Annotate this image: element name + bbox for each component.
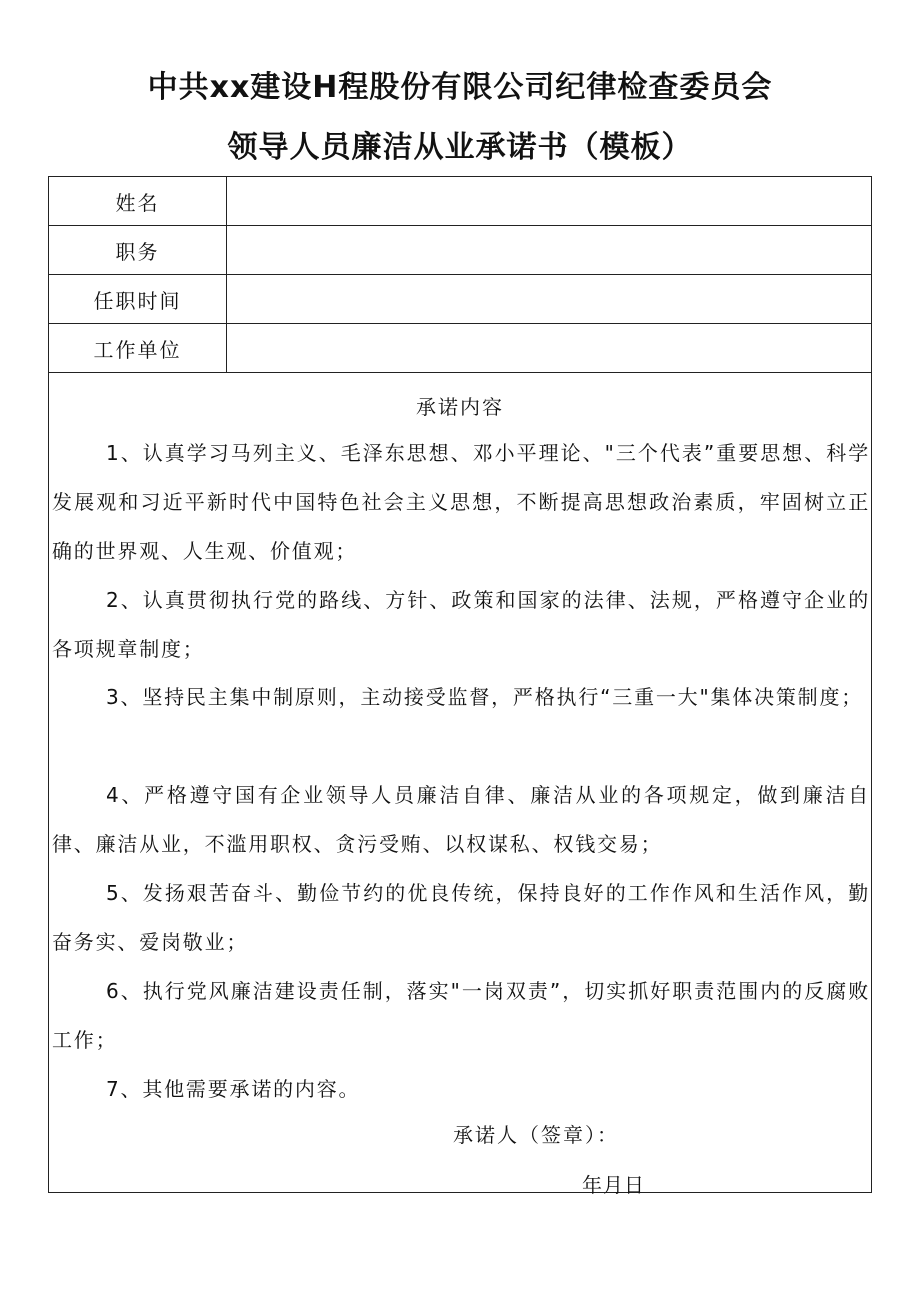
pledge-item: 2、认真贯彻执行党的路线、方针、政策和国家的法律、法规，严格遵守企业的各项规章制度； bbox=[52, 588, 870, 661]
workplace-label: 工作单位 bbox=[49, 324, 227, 372]
pledge-form-table bbox=[48, 176, 872, 1197]
pledge-item: 6、执行党风廉洁建设责任制，落实"一岗双责”，切实抓好职责范围内的反腐败工作； bbox=[52, 979, 870, 1052]
document-subtitle: 领导人员廉洁从业承诺书（模板） bbox=[227, 130, 693, 165]
form-row-workplace bbox=[49, 324, 871, 373]
pledge-item: 5、发扬艰苦奋斗、勤俭节约的优良传统，保持良好的工作作风和生活作风，勤奋务实、爱岗敬业； bbox=[52, 881, 870, 954]
document-title: 中共xx建设H程股份有限公司纪律检查委员会 bbox=[147, 70, 773, 105]
form-row-position bbox=[49, 226, 871, 275]
pledge-item: 1、认真学习马列主义、毛泽东思想、邓小平理论、"三个代表”重要思想、科学发展观和习近平新时代中国特色社会主义思想，不断提高思想政治素质，牢固树立正确的世界观、人生观、价值观； bbox=[52, 441, 870, 563]
position-field[interactable] bbox=[227, 226, 871, 274]
content-heading: 承诺内容 bbox=[416, 395, 504, 419]
position-label: 职务 bbox=[49, 226, 227, 274]
name-label: 姓名 bbox=[49, 177, 227, 225]
pledge-content-area bbox=[49, 373, 871, 1197]
form-row-tenure bbox=[49, 275, 871, 324]
signature-date-label: 年月日 bbox=[582, 1173, 645, 1197]
tenure-label: 任职时间 bbox=[49, 275, 227, 323]
pledge-item: 4、严格遵守国有企业领导人员廉洁自律、廉洁从业的各项规定，做到廉洁自律、廉洁从业，不滥用职权、贪污受贿、以权谋私、权钱交易； bbox=[52, 783, 870, 856]
pledge-item: 7、其他需要承诺的内容。 bbox=[106, 1077, 361, 1101]
name-field[interactable] bbox=[227, 177, 871, 225]
pledge-item: 3、坚持民主集中制原则，主动接受监督，严格执行“三重一大"集体决策制度； bbox=[106, 685, 864, 709]
form-row-name bbox=[49, 177, 871, 226]
signer-signature-label: 承诺人（签章）： bbox=[453, 1123, 619, 1147]
workplace-field[interactable] bbox=[227, 324, 871, 372]
tenure-field[interactable] bbox=[227, 275, 871, 323]
